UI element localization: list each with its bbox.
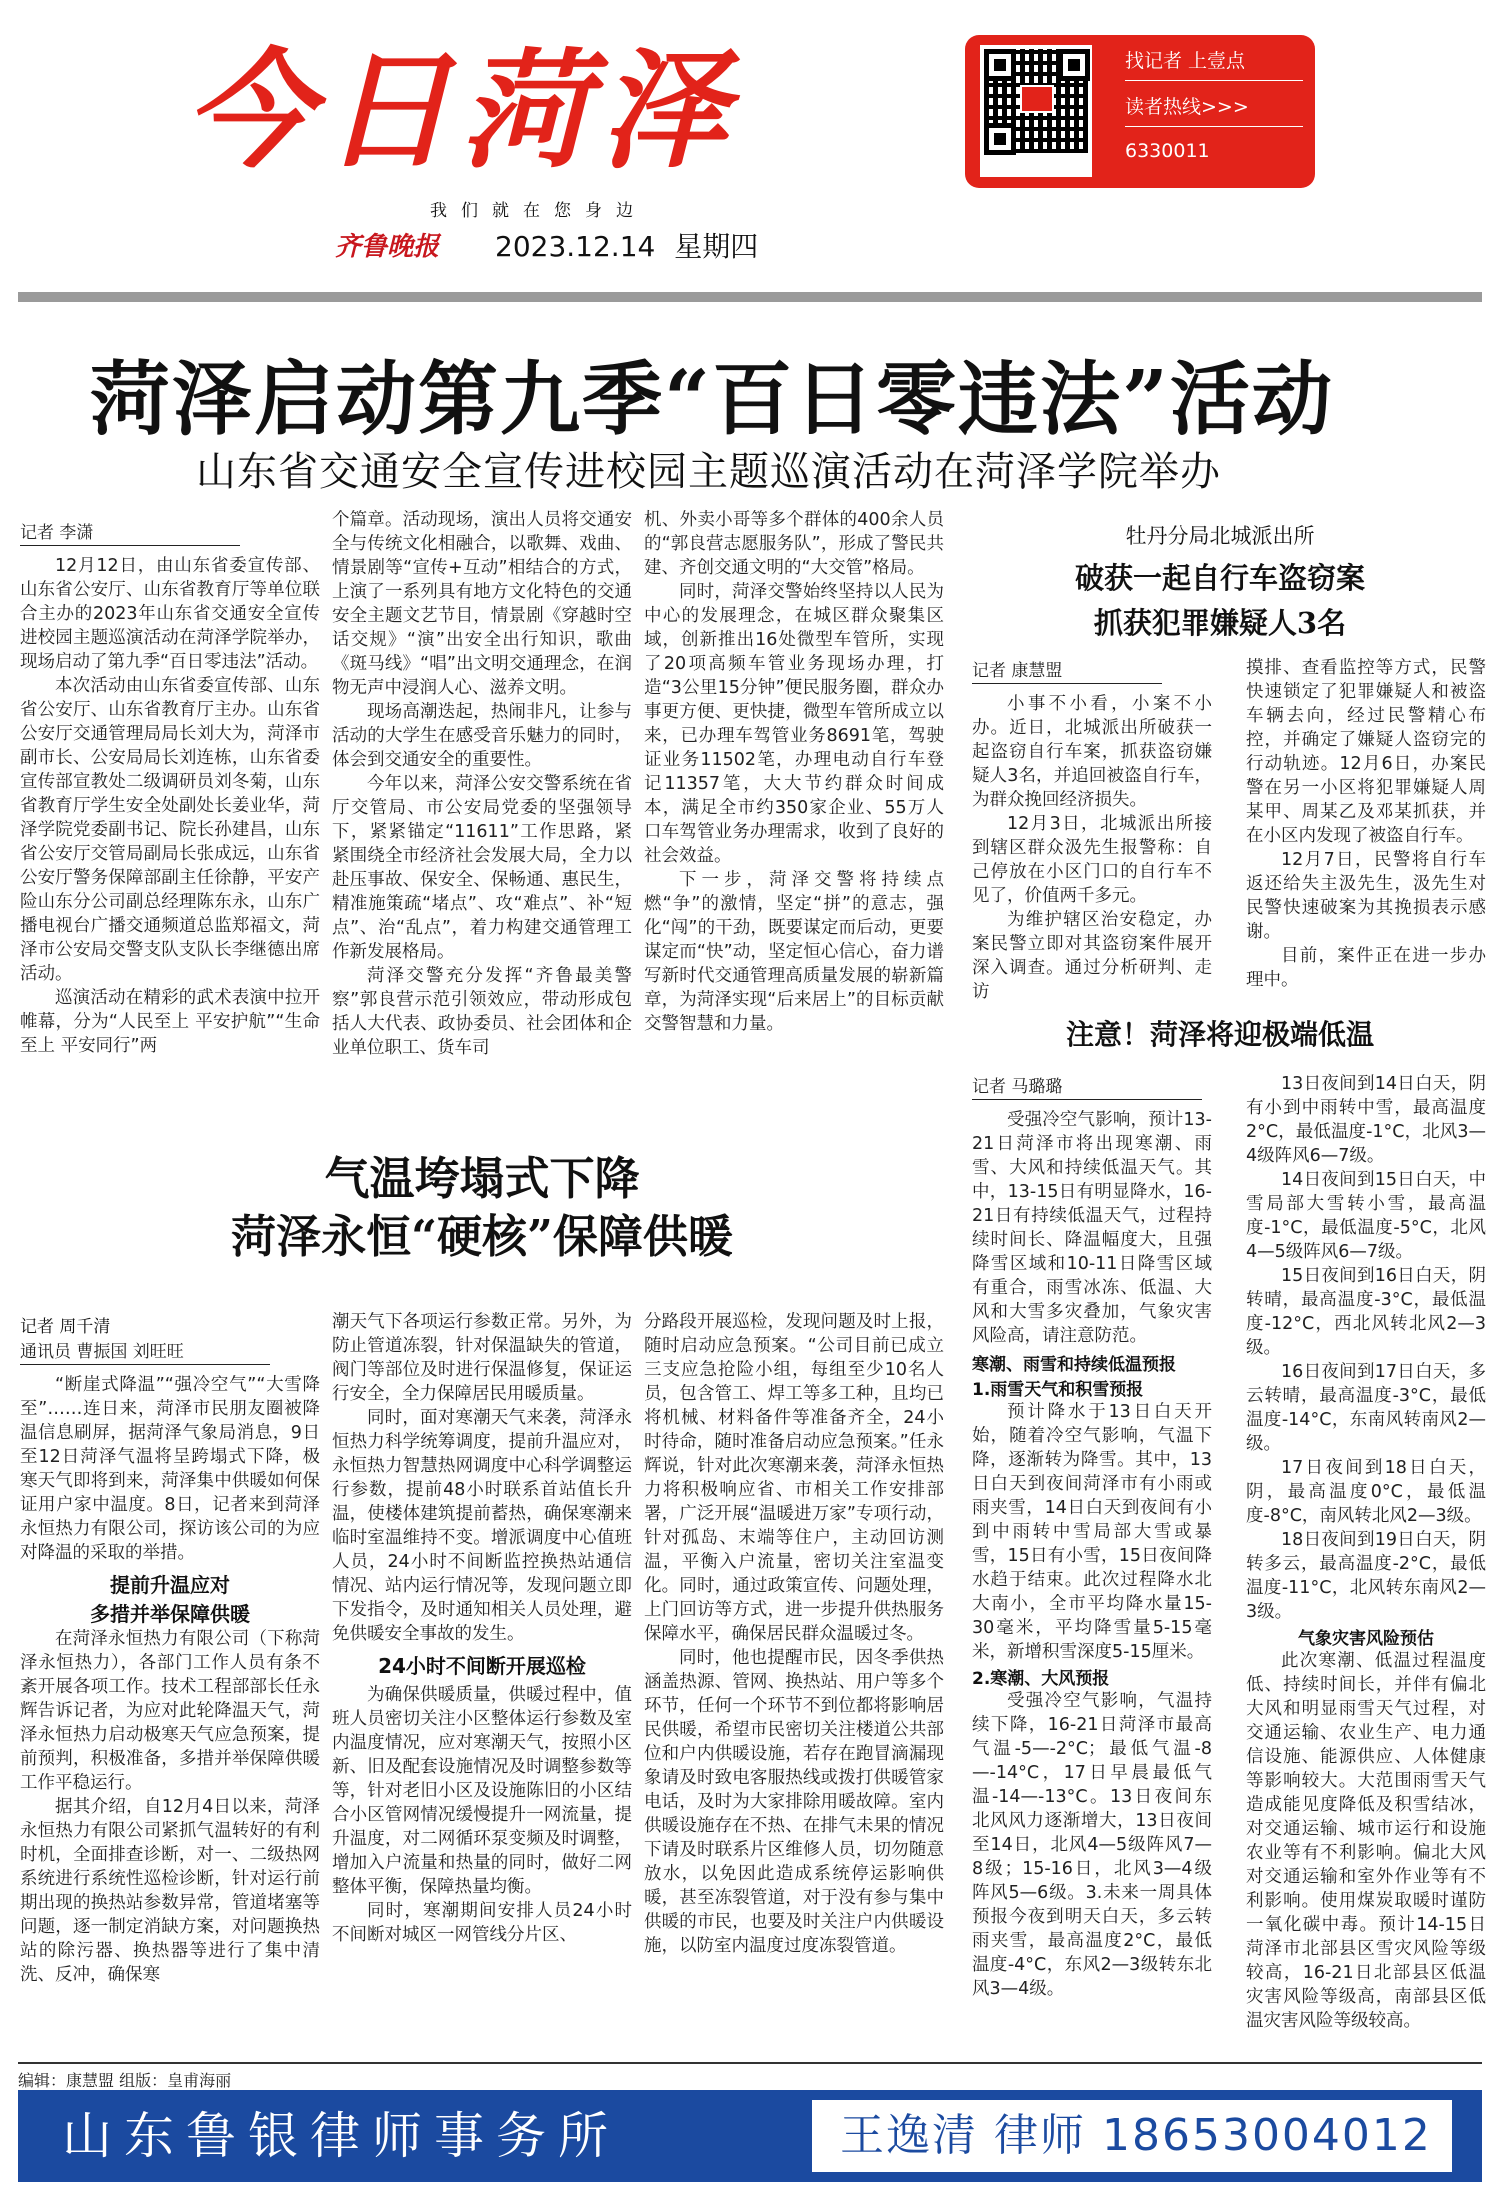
lead-column-2 — [332, 508, 632, 1060]
paragraph: 摸排、查看监控等方式，民警快速锁定了犯罪嫌疑人和被盗车辆去向，经过民警精心布控，并确定了嫌疑人盗窃完的行动轨迹。12月6日，办案民警在另一小区将犯罪嫌疑人周某甲、周某乙及邓某抓获，并在小区内发现了被盗自行车。 — [1246, 658, 1486, 846]
masthead-slogan: 我们就在您身边 — [430, 201, 647, 221]
heat-byline: 记者 周千清 — [20, 1317, 111, 1337]
hotline-number: 6330011 — [1125, 140, 1210, 162]
cold-subhead: 寒潮、雨雪和持续低温预报 — [972, 1355, 1176, 1375]
paragraph: 12月3日，北城派出所接到辖区群众汲先生报警称：自己停放在小区门口的自行车不见了，价值两千多元。 — [972, 814, 1212, 906]
issue-date — [495, 225, 758, 265]
forecast-item: 15日夜间到16日白天，阴转晴，最高温度-3°C，最低温度-12°C，西北风转北风2—3级。 — [1246, 1266, 1486, 1358]
lead-subhead: 山东省交通安全宣传进校园主题巡演活动在菏泽学院举办 — [196, 449, 1221, 495]
paragraph: 分路段开展巡检，发现问题及时上报，随时启动应急预案。“公司目前已成立三支应急抢险小组，每组至少10名人员，包含管工、焊工等多工种，且均已将机械、材料备件等准备齐全，24小时待命，随时准备启动应急预案。”任永辉说，针对此次寒潮来袭，菏泽永恒热力将积极响应省、市相关工作安排部署，广泛开展“温暖进万家”专项行动，针对孤岛、末端等住户，主动回访测温，平衡入户流量，密切关注室温变化。同时，通过政策宣传、问题处理，上门回访等方式，进一步提升供热服务保障水平，确保居民群众温暖过冬。 — [644, 1312, 944, 1644]
bike-title-1: 破获一起自行车盗窃案 — [1074, 561, 1365, 595]
forecast-item: 14日夜间到15日白天，中雪局部大雪转小雪，最高温度-1°C，最低温度-5°C，北风4—5级阵风6—7级。 — [1246, 1170, 1486, 1262]
ad-firm-name: 山东鲁银律师事务所 — [62, 2107, 620, 2165]
paragraph: 同时，菏泽交警始终坚持以人民为中心的发展理念，在城区群众聚集区域，创新推出16处微型车管所，实现了20项高频车管业务现场办理，打造“3公里15分钟”便民服务圈，群众办事更方便、更快捷，微型车管所成立以来，已办理车驾管业务8691笔，驾驶证业务11502笔，办理电动自行车登记11357笔，大大节约群众时间成本，满足全市约350家企业、55万人口车驾管业务办理需求，收到了良好的社会效益。 — [644, 582, 944, 866]
heat-title-2: 菏泽永恒“硬核”保障供暖 — [231, 1210, 733, 1263]
brand-logo: 齐鲁晚报 — [335, 232, 440, 262]
cold-subhead: 气象灾害风险预估 — [1298, 1629, 1434, 1649]
heat-subhead: 提前升温应对 — [110, 1573, 230, 1597]
forecast-item: 17日夜间到18日白天，阴，最高温度0°C，最低温度-8°C，南风转北风2—3级。 — [1246, 1458, 1486, 1526]
bike-column-1 — [972, 656, 1212, 1004]
ad-lawyer-contact: 王逸清 律师 18653004012 — [840, 2110, 1432, 2161]
masthead-title: 今日菏泽 — [185, 37, 738, 186]
editor-credit: 编辑：康慧盟 组版：皇甫海丽 — [18, 2071, 232, 2090]
forecast-item: 13日夜间到14日白天，阴有小到中雨转中雪，最高温度2°C，最低温度-1°C，北风3—4级阵风6—7级。 — [1246, 1074, 1486, 1166]
bike-story — [960, 520, 1480, 642]
lead-headline: 菏泽启动第九季“百日零违法”活动 — [90, 352, 1335, 446]
paragraph: 目前，案件正在进一步办理中。 — [1246, 946, 1486, 990]
paragraph: 预计降水于13日白天开始，随着冷空气影响，气温下降，逐渐转为降雪。其中，13日白天到夜间菏泽市有小雨或雨夹雪，14日白天到夜间有小到中雨转中雪局部大雪或暴雪，15日有小雪，15日夜间降水趋于结束。此次过程降水北大南小，全市平均降水量15-30毫米，平均降雪量5-15毫米，新增积雪深度5-15厘米。 — [972, 1402, 1212, 1662]
issue-date-value: 2023.12.14 — [495, 230, 656, 263]
paragraph: 今年以来，菏泽公安交警系统在省厅交管局、市公安局党委的坚强领导下，紧紧锚定“11611”工作思路，紧紧围绕全市经济社会发展大局，全力以赴压事故、保安全、保畅通、惠民生，精准施策疏“堵点”、攻“难点”、补“短点”、治“乱点”，着力构建交通管理工作新发展格局。 — [332, 774, 632, 962]
paragraph: 据其介绍，自12月4日以来，菏泽永恒热力有限公司紧抓气温转好的有利时机，全面排查诊断，对一、二级热网系统进行系统性巡检诊断，针对运行前期出现的换热站参数异常，管道堵塞等问题，逐一制定消缺方案，对问题换热站的除污器、换热器等进行了集中清洗、反冲，确保寒 — [20, 1797, 320, 1985]
paragraph: 机、外卖小哥等多个群体的400余人员的“郭良营志愿服务队”，形成了警民共建、齐创交通文明的“大交管”格局。 — [644, 510, 944, 578]
heat-headline — [20, 1150, 944, 1266]
bike-title-2: 抓获犯罪嫌疑人3名 — [1093, 606, 1347, 640]
paragraph: 下一步，菏泽交警将持续点燃“争”的激情，坚定“拼”的意志，强化“闯”的干劲，既要谋定而后动，更要谋定而“快”动，坚定恒心信心，奋力谱写新时代交通管理高质量发展的崭新篇章，为菏泽实现“后来居上”的目标贡献交警智慧和力量。 — [644, 870, 944, 1034]
lead-byline: 记者 李潇 — [20, 518, 240, 546]
paragraph: “断崖式降温”“强冷空气”“大雪降至”……连日来，菏泽市民朋友圈被降温信息刷屏，据菏泽气象局消息，9日至12日菏泽气温将呈跨塌式下降，极寒天气即将到来，菏泽集中供暖如何保证用户家中温度。8日，记者来到菏泽永恒热力有限公司，探访该公司的为应对降温的采取的举措。 — [20, 1375, 320, 1563]
bike-byline: 记者 康慧盟 — [972, 656, 1162, 684]
heat-column-2 — [332, 1310, 632, 1947]
paragraph: 小事不小看，小案不小办。近日，北城派出所破获一起盗窃自行车案，抓获盗窃嫌疑人3名，并追回被盗自行车，为群众挽回经济损失。 — [972, 694, 1212, 810]
contact-divider — [1125, 126, 1303, 127]
cold-title: 注意！菏泽将迎极端低温 — [1065, 1018, 1374, 1051]
paragraph: 为维护辖区治安稳定，办案民警立即对其盗窃案件展开深入调查。通过分析研判、走访 — [972, 910, 1212, 1002]
contact-divider — [1125, 80, 1303, 81]
footer-rule — [18, 2062, 1482, 2064]
heat-title-1: 气温垮塌式下降 — [324, 1152, 640, 1205]
paragraph: 受强冷空气影响，气温持续下降，16-21日菏泽市最高气温-5—-2°C；最低气温-8—-14°C，17日早晨最低气温-14—-13°C。13日夜间东北风风力逐渐增大，13日夜间至14日，北风4—5级阵风7—8级；15-16日，北风3—4级阵风5—6级。3.未来一周具体预报今夜到明天白天，多云转雨夹雪，最高温度2°C，最低温度-4°C，东风2—3级转东北风3—4级。 — [972, 1691, 1212, 1999]
paragraph: 巡演活动在精彩的武术表演中拉开帷幕，分为“人民至上 平安护航”“生命至上 平安同行”两 — [20, 988, 320, 1056]
masthead-rule — [18, 292, 1482, 302]
paragraph: 为确保供暖质量，供暖过程中，值班人员密切关注小区整体运行参数及室内温度情况，应对寒潮天气，按照小区新、旧及配套设施情况及时调整参数等等，针对老旧小区及设施陈旧的小区结合小区管网情况缓慢提升一网流量，提升温度，对二网循环泵变频及时调整，增加入户流量和热量的同时，做好二网整体平衡，保障热量均衡。 — [332, 1685, 632, 1897]
app-logo-icon — [1020, 85, 1054, 113]
paragraph: 12月7日，民警将自行车返还给失主汲先生，汲先生对民警快速破案为其挽损表示感谢。 — [1246, 850, 1486, 942]
bike-column-2 — [1246, 656, 1486, 992]
heat-column-1 — [20, 1312, 320, 1987]
paragraph: 12月12日，由山东省委宣传部、山东省公安厅、山东省教育厅等单位联合主办的2023年山东省交通安全宣传进校园主题巡演活动在菏泽学院举办，现场启动了第九季“百日零违法”活动。 — [20, 556, 320, 672]
bike-kicker: 牡丹分局北城派出所 — [1125, 524, 1315, 548]
paragraph: 同时，面对寒潮天气来袭，菏泽永恒热力科学统筹调度，提前升温应对，永恒热力智慧热网调度中心科学调整运行参数，提前48小时联系首站值长升温，使楼体建筑提前蓄热，确保寒潮来临时室温维持不变。增派调度中心值班人员，24小时不间断监控换热站通信情况、站内运行情况等，发现问题立即下发指令，及时通知相关人员处理，避免供暖安全事故的发生。 — [332, 1408, 632, 1644]
paragraph: 同时，他也提醒市民，因冬季供热涵盖热源、管网、换热站、用户等多个环节，任何一个环节不到位都将影响居民供暖，希望市民密切关注楼道公共部位和户内供暖设施，若存在跑冒滴漏现象请及时致电客服热线或拨打供暖管家电话，及时为大家排除用暖故障。室内供暖设施存在不热、在排气未果的情况下请及时联系片区维修人员，切勿随意放水，以免因此造成系统停运影响供暖，甚至冻裂管道，对于没有参与集中供暖的市民，也要及时关注户内供暖设施，以防室内温度过度冻裂管道。 — [644, 1648, 944, 1956]
heat-byline: 通讯员 曹振国 刘旺旺 — [20, 1337, 270, 1365]
issue-weekday: 星期四 — [674, 230, 759, 263]
heat-column-3 — [644, 1310, 944, 1958]
heat-subhead: 24小时不间断开展巡检 — [378, 1654, 586, 1678]
lead-column-1 — [20, 518, 320, 1058]
contact-line-1: 找记者 上壹点 — [1125, 50, 1246, 72]
forecast-item: 16日夜间到17日白天，多云转晴，最高温度-3°C，最低温度-14°C，东南风转南风2—级。 — [1246, 1362, 1486, 1454]
heat-subhead: 多措并举保障供暖 — [90, 1602, 250, 1626]
cold-subhead: 2.寒潮、大风预报 — [972, 1669, 1110, 1689]
cold-byline: 记者 马璐璐 — [972, 1072, 1202, 1100]
cold-column-1 — [972, 1072, 1212, 2001]
paragraph: 现场高潮迭起，热闹非凡，让参与活动的大学生在感受音乐魅力的同时，体会到交通安全的重要性。 — [332, 702, 632, 770]
paragraph: 本次活动由山东省委宣传部、山东省公安厅、山东省教育厅主办。山东省公安厅交通管理局局长刘大为，菏泽市副市长、公安局局长刘连栋，山东省委宣传部宣教处二级调研员刘冬菊，山东省教育厅学生安全处副处长姜业华，菏泽学院党委副书记、院长孙建昌，山东省公安厅交管局副局长张成远，山东省公安厅警务保障部副主任徐静，平安产险山东分公司副总经理陈东永，山东广播电视台广播交通频道总监郑福文，菏泽市公安局交警支队支队长李继德出席活动。 — [20, 676, 320, 984]
qr-code-icon[interactable] — [980, 45, 1092, 177]
paragraph: 受强冷空气影响，预计13-21日菏泽市将出现寒潮、雨雪、大风和持续低温天气。其中，13-15日有明显降水，16-21日有持续低温天气，过程持续时间长、降温幅度大，且强降雪区域和10-11日降雪区域有重合，雨雪冰冻、低温、大风和大雪多灾叠加，气象灾害风险高，请注意防范。 — [972, 1110, 1212, 1346]
lead-column-3 — [644, 508, 944, 1036]
cold-column-2 — [1246, 1072, 1486, 2033]
contact-line-2: 读者热线>>> — [1125, 96, 1249, 118]
paragraph: 个篇章。活动现场，演出人员将交通安全与传统文化相融合，以歌舞、戏曲、情景剧等“宣传+互动”相结合的方式，上演了一系列具有地方文化特色的交通安全主题文艺节目，情景剧《穿越时空话交规》“演”出安全出行知识，歌曲《斑马线》“唱”出文明交通理念，在润物无声中浸润人心、滋养文明。 — [332, 510, 632, 698]
paragraph: 此次寒潮、低温过程温度低、持续时间长，并伴有偏北大风和明显雨雪天气过程，对交通运输、农业生产、电力通信设施、能源供应、人体健康等影响较大。大范围雨雪天气造成能见度降低及积雪结冰，对交通运输、城市运行和设施农业等有不利影响。偏北大风对交通运输和室外作业等有不利影响。使用煤炭取暖时谨防一氧化碳中毒。预计14-15日菏泽市北部县区雪灾风险等级较高，16-21日北部县区低温灾害风险等级高，南部县区低温灾害风险等级较高。 — [1246, 1651, 1486, 2031]
paragraph: 在菏泽永恒热力有限公司（下称菏泽永恒热力），各部门工作人员有条不紊开展各项工作。技术工程部部长任永辉告诉记者，为应对此轮降温天气，菏泽永恒热力启动极寒天气应急预案，提前预判，积极准备，多措并举保障供暖工作平稳运行。 — [20, 1629, 320, 1793]
forecast-item: 18日夜间到19日白天，阴转多云，最高温度-2°C，最低温度-11°C，北风转东南风2—3级。 — [1246, 1530, 1486, 1622]
paragraph: 菏泽交警充分发挥“齐鲁最美警察”郭良营示范引领效应，带动形成包括人大代表、政协委员、社会团体和企业单位职工、货车司 — [332, 966, 632, 1058]
paragraph: 同时，寒潮期间安排人员24小时不间断对城区一网管线分片区、 — [332, 1901, 632, 1945]
cold-subhead: 1.雨雪天气和积雪预报 — [972, 1380, 1144, 1400]
paragraph: 潮天气下各项运行参数正常。另外，为防止管道冻裂，针对保温缺失的管道，阀门等部位及时进行保温修复，保证运行安全，全力保障居民用暖质量。 — [332, 1312, 632, 1404]
